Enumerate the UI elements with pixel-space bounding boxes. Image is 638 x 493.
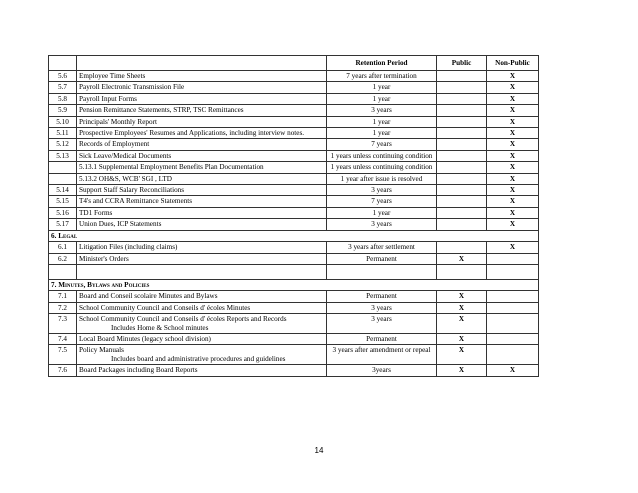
table-row: [49, 128, 539, 139]
row-number: [49, 162, 77, 173]
row-number: 7.4: [49, 333, 77, 344]
row-number: 5.9: [49, 105, 77, 116]
row-public-mark: [437, 185, 487, 196]
row-description-text: Pension Remittance Statements, STRP, TSC Remittances: [79, 106, 244, 115]
row-non-public-mark: X: [487, 207, 539, 218]
row-retention-period: 3 years after settlement: [327, 242, 437, 253]
row-non-public-mark: [487, 314, 539, 334]
row-number: 5.14: [49, 185, 77, 196]
row-non-public-mark: X: [487, 185, 539, 196]
section-heading-legal: 6. Legal: [49, 230, 539, 241]
table-row: [49, 333, 539, 344]
row-number: 6.1: [49, 242, 77, 253]
row-retention-period: 1 year: [327, 116, 437, 127]
row-public-mark: X: [437, 291, 487, 302]
row-public-mark: X: [437, 253, 487, 264]
row-non-public-mark: [487, 302, 539, 313]
row-description: [77, 162, 327, 173]
row-description: [77, 173, 327, 184]
row-public-mark: [437, 219, 487, 230]
row-description: [77, 242, 327, 253]
row-number: 7.2: [49, 302, 77, 313]
row-retention-period: 7 years: [327, 196, 437, 207]
row-description: [77, 219, 327, 230]
row-description-text: Minister's Orders: [79, 254, 129, 263]
row-public-mark: [437, 242, 487, 253]
row-public-mark: [437, 162, 487, 173]
row-description: [77, 253, 327, 264]
row-description: [77, 207, 327, 218]
row-description-note: Includes Home & School minutes: [111, 323, 209, 332]
row-public-mark: X: [437, 345, 487, 365]
row-non-public-mark: [487, 253, 539, 264]
row-non-public-mark: X: [487, 365, 539, 376]
row-retention-period: 1 year: [327, 128, 437, 139]
row-description-text: Sick Leave/Medical Documents: [79, 151, 172, 160]
row-description: [77, 93, 327, 104]
row-description-text: T4's and CCRA Remittance Statements: [79, 197, 193, 206]
table-row: [49, 93, 539, 104]
table-row: [49, 207, 539, 218]
table-row: [49, 365, 539, 376]
row-public-mark: [437, 173, 487, 184]
row-number: 5.17: [49, 219, 77, 230]
row-retention-period: 3 years: [327, 219, 437, 230]
row-number: 5.12: [49, 139, 77, 150]
row-description: [77, 365, 327, 376]
row-description: [77, 302, 327, 313]
row-description-text: Local Board Minutes (legacy school division): [79, 334, 211, 343]
table-row: [49, 302, 539, 313]
row-description: [77, 150, 327, 161]
row-description: [77, 128, 327, 139]
row-public-mark: [437, 93, 487, 104]
row-description-text: Union Dues, ICP Statements: [79, 220, 162, 229]
row-public-mark: [437, 82, 487, 93]
table-row: [49, 71, 539, 82]
row-non-public-mark: X: [487, 71, 539, 82]
row-non-public-mark: [487, 345, 539, 365]
row-retention-period: 3 years: [327, 185, 437, 196]
section-6-rows: [49, 242, 539, 265]
section-6: [49, 230, 539, 241]
row-public-mark: X: [437, 314, 487, 334]
table-row: [49, 105, 539, 116]
row-description: [77, 345, 327, 365]
row-public-mark: [437, 105, 487, 116]
row-description-text: Policy Manuals: [79, 346, 124, 355]
row-number: 5.15: [49, 196, 77, 207]
row-description: [77, 333, 327, 344]
table-row: [49, 173, 539, 184]
row-retention-period: 7 years: [327, 139, 437, 150]
row-description-text: Employee Time Sheets: [79, 72, 146, 80]
blank-row: [49, 264, 539, 279]
table-row: [49, 314, 539, 334]
section-5-rows: [49, 71, 539, 231]
row-retention-period: 3years: [327, 365, 437, 376]
table-row: [49, 253, 539, 264]
row-number: [49, 173, 77, 184]
row-number: 5.7: [49, 82, 77, 93]
row-non-public-mark: X: [487, 150, 539, 161]
row-description-text: Payroll Input Forms: [79, 94, 137, 103]
header-non-public: Non-Public: [487, 56, 539, 71]
row-description-text: School Community Council and Conseils d' écoles Reports and Records: [79, 315, 287, 324]
retention-table: [48, 55, 539, 377]
section-6-spacer: [49, 264, 539, 290]
header-blank: [49, 56, 77, 71]
row-public-mark: [437, 116, 487, 127]
row-non-public-mark: X: [487, 105, 539, 116]
row-description: [77, 185, 327, 196]
section-heading-row: [49, 230, 539, 241]
row-non-public-mark: X: [487, 173, 539, 184]
row-description-text: School Community Council and Conseils d' écoles Minutes: [79, 303, 251, 312]
row-description: [77, 314, 327, 334]
row-number: 6.2: [49, 253, 77, 264]
row-public-mark: X: [437, 333, 487, 344]
row-non-public-mark: X: [487, 162, 539, 173]
table-row: [49, 150, 539, 161]
table-header-row: [49, 56, 539, 71]
row-number: 7.6: [49, 365, 77, 376]
row-public-mark: X: [437, 302, 487, 313]
row-retention-period: Permanent: [327, 253, 437, 264]
row-public-mark: [437, 139, 487, 150]
row-description-text: TD1 Forms: [79, 208, 113, 217]
row-description-text: Board Packages including Board Reports: [79, 366, 198, 375]
row-retention-period: Permanent: [327, 291, 437, 302]
row-number: 7.1: [49, 291, 77, 302]
row-description-text: Principals' Monthly Report: [79, 117, 157, 126]
row-description-text: Board and Conseil scolaire Minutes and Bylaws: [79, 292, 218, 301]
section-7-rows: [49, 291, 539, 376]
table-row: [49, 219, 539, 230]
table-row: [49, 162, 539, 173]
section-heading-minutes: 7. Minutes, Bylaws and Policies: [49, 279, 539, 290]
row-description: [77, 71, 327, 82]
row-public-mark: [437, 150, 487, 161]
row-non-public-mark: X: [487, 242, 539, 253]
row-description-text: Payroll Electronic Transmission File: [79, 83, 185, 92]
row-number: 5.6: [49, 71, 77, 82]
row-retention-period: 3 years: [327, 302, 437, 313]
row-non-public-mark: X: [487, 116, 539, 127]
row-description: [77, 139, 327, 150]
row-description-text: Records of Employment: [79, 140, 150, 149]
row-retention-period: 1 year: [327, 93, 437, 104]
row-non-public-mark: [487, 291, 539, 302]
row-number: 5.10: [49, 116, 77, 127]
table-row: [49, 291, 539, 302]
header-retention-period: Retention Period: [327, 56, 437, 71]
row-non-public-mark: X: [487, 139, 539, 150]
row-number: 7.5: [49, 345, 77, 365]
table-row: [49, 242, 539, 253]
row-retention-period: 7 years after termination: [327, 71, 437, 82]
row-retention-period: 1 year after issue is resolved: [327, 173, 437, 184]
row-number: 5.8: [49, 93, 77, 104]
row-description-note: Includes board and administrative procedures and guidelines: [111, 354, 286, 363]
row-public-mark: [437, 207, 487, 218]
row-description-text: 5.13.1 Supplemental Employment Benefits Plan Documentation: [79, 163, 264, 172]
row-non-public-mark: X: [487, 93, 539, 104]
row-public-mark: [437, 71, 487, 82]
row-retention-period: 1 year: [327, 82, 437, 93]
table-row: [49, 196, 539, 207]
row-non-public-mark: X: [487, 128, 539, 139]
row-retention-period: 3 years after amendment or repeal: [327, 345, 437, 365]
row-number: 5.11: [49, 128, 77, 139]
row-retention-period: 1 years unless continuing condition: [327, 150, 437, 161]
row-retention-period: 3 years: [327, 314, 437, 334]
header-public: Public: [437, 56, 487, 71]
row-retention-period: Permanent: [327, 333, 437, 344]
row-description: [77, 291, 327, 302]
row-description-text: Support Staff Salary Reconciliations: [79, 186, 185, 195]
row-non-public-mark: X: [487, 82, 539, 93]
table-row: [49, 82, 539, 93]
table-row: [49, 139, 539, 150]
row-retention-period: 1 year: [327, 207, 437, 218]
page-number: 14: [314, 446, 324, 455]
row-non-public-mark: X: [487, 196, 539, 207]
row-number: 5.16: [49, 207, 77, 218]
row-description-text: 5.13.2 OH&S, WCB' SGI , LTD: [79, 174, 172, 183]
row-description-text: Litigation Files (including claims): [79, 243, 178, 252]
row-public-mark: [437, 128, 487, 139]
row-description: [77, 105, 327, 116]
table-row: [49, 185, 539, 196]
row-retention-period: 1 years unless continuing condition: [327, 162, 437, 173]
row-description: [77, 82, 327, 93]
row-description-text: Prospective Employees' Resumes and Applications, including interview notes.: [79, 129, 305, 138]
row-number: 7.3: [49, 314, 77, 334]
section-heading-row: [49, 279, 539, 290]
row-description: [77, 196, 327, 207]
row-public-mark: X: [437, 365, 487, 376]
header-blank-desc: [77, 56, 327, 71]
row-non-public-mark: [487, 333, 539, 344]
row-number: 5.13: [49, 150, 77, 161]
row-non-public-mark: X: [487, 219, 539, 230]
table-row: [49, 116, 539, 127]
table-row: [49, 345, 539, 365]
row-description: [77, 116, 327, 127]
row-public-mark: [437, 196, 487, 207]
row-retention-period: 3 years: [327, 105, 437, 116]
